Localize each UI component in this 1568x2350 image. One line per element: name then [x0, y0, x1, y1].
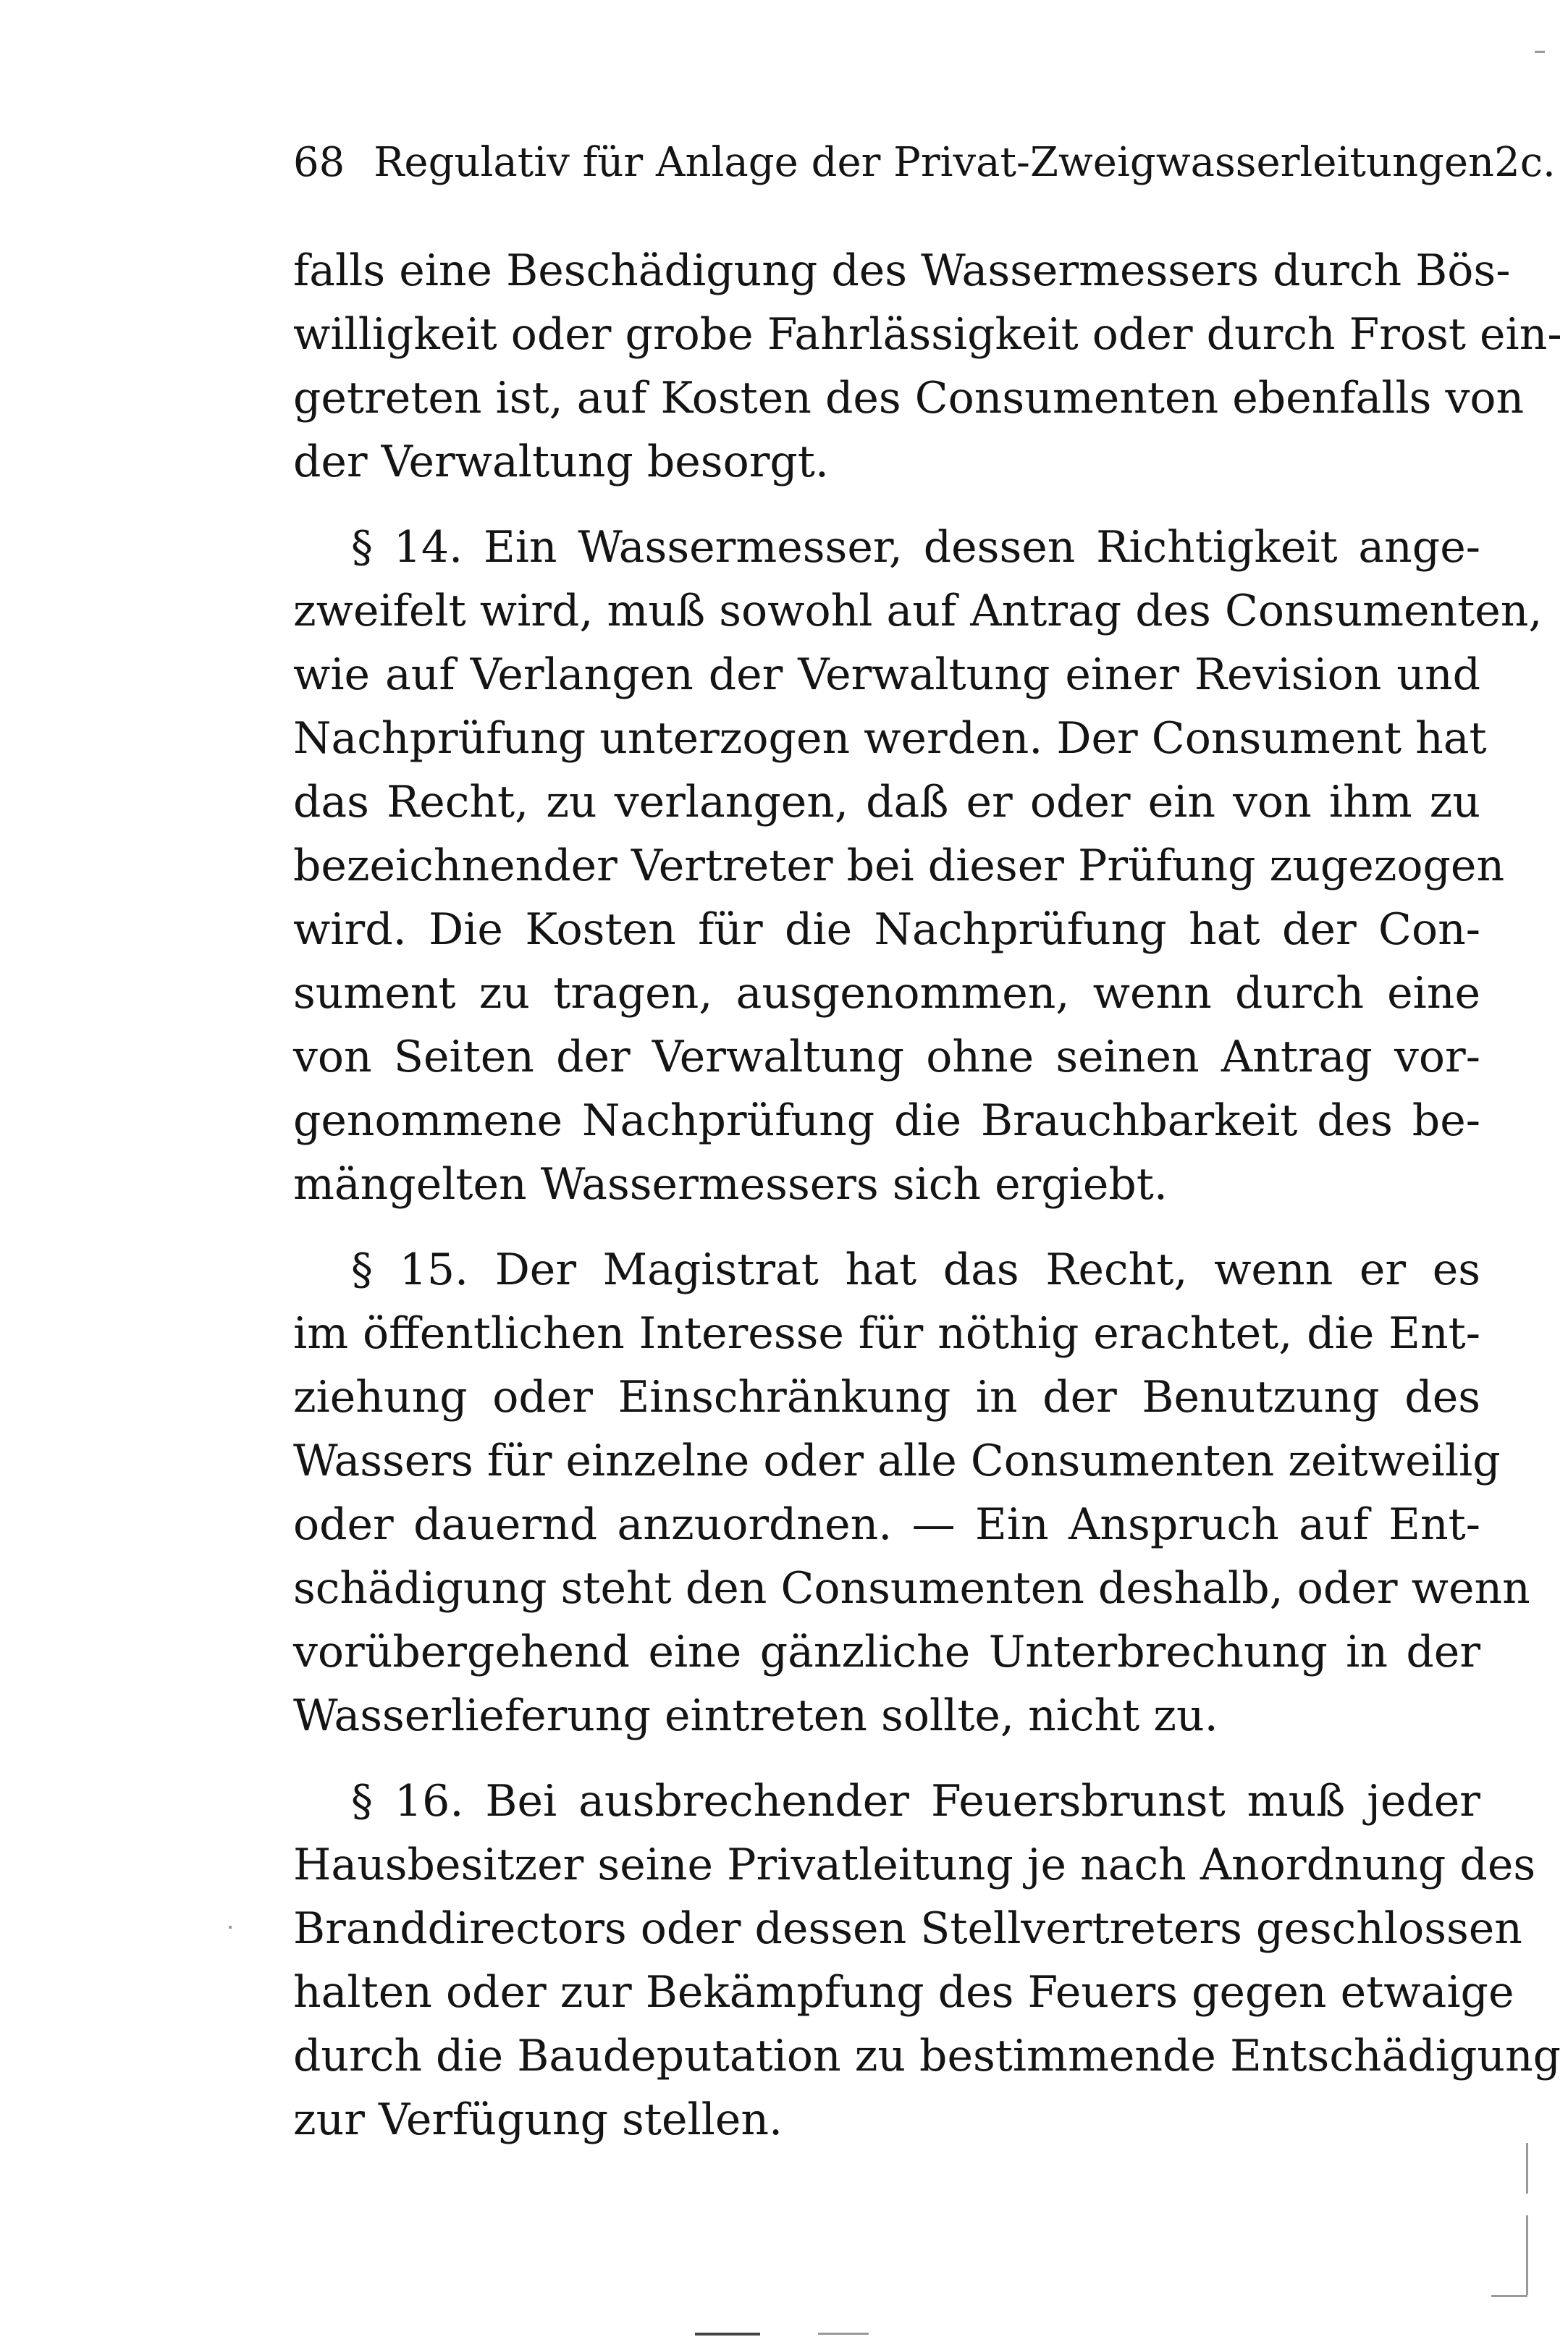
scan-mark — [229, 1926, 232, 1929]
text-line: bezeichnender Vertreter bei dieser Prüfung zugezogen — [293, 841, 1505, 891]
scan-mark — [1535, 51, 1545, 53]
running-header — [293, 123, 1556, 203]
text-line: zur Verfügung stellen. — [293, 2094, 783, 2145]
text-line: § 16. Bei ausbrechender Feuersbrunst muß jeder — [351, 1776, 1480, 1827]
text-line: willigkeit oder grobe Fahrlässigkeit oder durch Frost ein- — [293, 309, 1562, 360]
running-head-title: Regulativ für Anlage der Privat-Zweigwasserleitungen — [374, 139, 1495, 186]
text-line: vorübergehend eine gänzliche Unterbrechung in der — [293, 1627, 1480, 1677]
scan-mark — [1526, 2215, 1528, 2295]
text-line: § 15. Der Magistrat hat das Recht, wenn er es — [351, 1245, 1480, 1295]
running-head-abbreviation: 2c. — [1494, 139, 1556, 186]
text-line: genommene Nachprüfung die Brauchbarkeit des be- — [293, 1095, 1480, 1146]
text-line: falls eine Beschädigung des Wassermessers durch Bös- — [293, 245, 1511, 296]
body-text — [293, 239, 1562, 2152]
paragraph-section-14 — [293, 515, 1543, 1216]
text-line: getreten ist, auf Kosten des Consumenten ebenfalls von — [293, 373, 1525, 424]
text-line: sument zu tragen, ausgenommen, wenn durch eine — [293, 968, 1480, 1019]
text-line: von Seiten der Verwaltung ohne seinen Antrag vor- — [293, 1032, 1480, 1082]
paragraph-section-16 — [293, 1769, 1561, 2152]
scan-mark — [1526, 2143, 1528, 2194]
scan-mark — [1491, 2295, 1527, 2297]
page-number: 68 — [293, 139, 345, 186]
text-line: Branddirectors oder dessen Stellvertreters geschlossen — [293, 1903, 1522, 1954]
text-line: halten oder zur Bekämpfung des Feuers gegen etwaige — [293, 1967, 1514, 2018]
text-line: wie auf Verlangen der Verwaltung einer Revision und — [293, 649, 1480, 700]
text-line: Wasserlieferung eintreten sollte, nicht zu. — [293, 1690, 1218, 1741]
text-line: das Recht, zu verlangen, daß er oder ein von ihm zu — [293, 777, 1480, 827]
text-line: oder dauernd anzuordnen. — Ein Anspruch auf Ent- — [293, 1499, 1480, 1550]
text-line: Wassers für einzelne oder alle Consumenten zeitweilig — [293, 1436, 1501, 1486]
scan-mark — [818, 2333, 869, 2335]
paragraph-continuation — [293, 239, 1562, 494]
text-line: § 14. Ein Wassermesser, dessen Richtigkeit ange- — [351, 522, 1480, 573]
text-line: durch die Baudeputation zu bestimmende Entschädigung — [293, 2031, 1561, 2081]
text-line: zweifelt wird, muß sowohl auf Antrag des Consumenten, — [293, 586, 1543, 636]
text-line: Hausbesitzer seine Privatleitung je nach Anordnung des — [293, 1840, 1536, 1890]
scan-mark — [695, 2333, 760, 2336]
text-line: der Verwaltung besorgt. — [293, 437, 829, 487]
text-line: mängelten Wassermessers sich ergiebt. — [293, 1159, 1168, 1210]
text-line: schädigung steht den Consumenten deshalb, oder wenn — [293, 1563, 1530, 1614]
text-line: Nachprüfung unterzogen werden. Der Consument hat — [293, 713, 1487, 764]
text-line: wird. Die Kosten für die Nachprüfung hat der Con- — [293, 904, 1480, 955]
text-line: ziehung oder Einschränkung in der Benutzung des — [293, 1372, 1480, 1423]
text-line: im öffentlichen Interesse für nöthig erachtet, die Ent- — [293, 1308, 1480, 1359]
paragraph-section-15 — [293, 1238, 1530, 1748]
